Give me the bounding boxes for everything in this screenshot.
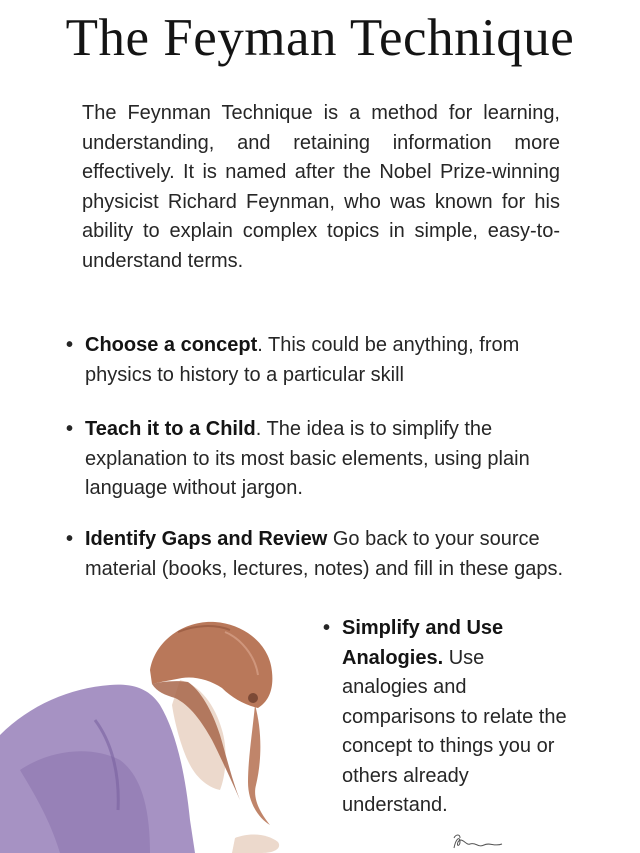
step-item-teach-child bbox=[66, 415, 585, 504]
step-item-simplify-analogies bbox=[323, 614, 572, 821]
signature-icon bbox=[448, 832, 508, 852]
girl-reading-illustration bbox=[0, 610, 340, 853]
bullet-icon: • bbox=[66, 334, 74, 356]
bullet-icon: • bbox=[66, 418, 74, 440]
step-heading: Choose a concept bbox=[85, 334, 258, 356]
step-heading: Teach it to a Child bbox=[85, 418, 256, 440]
step-item-choose-concept bbox=[66, 331, 585, 390]
intro-paragraph: The Feynman Technique is a method for learning, understanding, and retaining information more effectively. It is named after the Nobel Prize-winning physicist Richard Feynman, who was known for his ability to explain complex topics in simple, easy-to-understand terms. bbox=[82, 102, 560, 272]
step-heading: Simplify and Use Analogies. bbox=[342, 617, 504, 669]
bullet-icon: • bbox=[323, 617, 331, 639]
step-text: Use analogies and comparisons to relate the concept to things you or others already understand. bbox=[342, 646, 567, 816]
bullet-icon: • bbox=[66, 528, 74, 550]
step-text: . The idea is to simplify the explanation to its most basic elements, using plain language without jargon. bbox=[85, 418, 530, 499]
step-text: Go back to your source material (books, lectures, notes) and fill in these gaps. bbox=[85, 528, 564, 580]
step-text: . This could be anything, from physics to history to a particular skill bbox=[85, 334, 520, 386]
page-title: The Feyman Technique bbox=[65, 9, 575, 67]
step-heading: Identify Gaps and Review bbox=[85, 528, 328, 550]
step-item-identify-gaps bbox=[66, 525, 585, 584]
